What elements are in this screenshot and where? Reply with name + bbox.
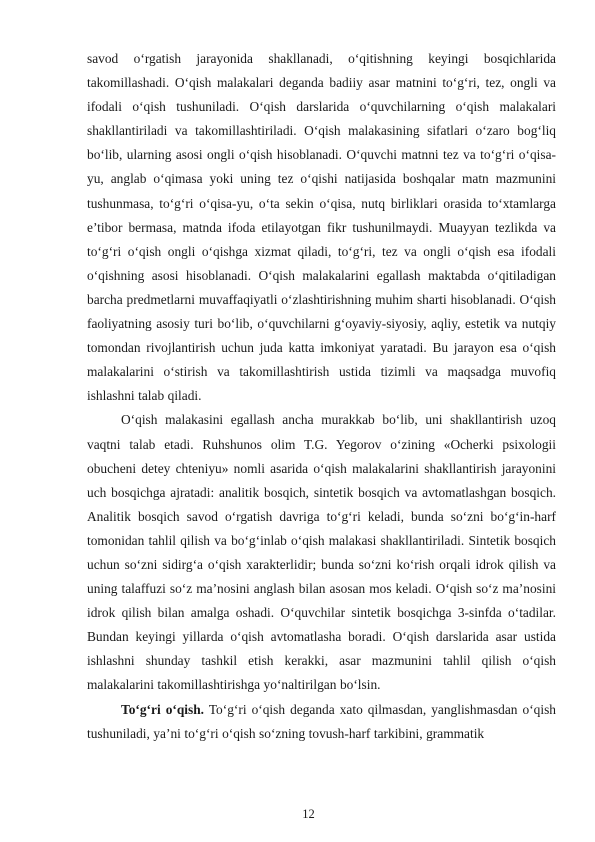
document-page <box>87 47 556 807</box>
paragraph-1 <box>87 47 556 408</box>
paragraph-2 <box>87 408 556 697</box>
section-heading-correct-reading: To‘g‘ri o‘qish. <box>121 701 205 717</box>
paragraph-3 <box>87 698 556 746</box>
paragraph-1-text: savod o‘rgatish jarayonida shakllanadi, o‘qitishning keyingi bosqichlarida takomillashadi. O‘qish malakalari deganda badiiy asar matnini to‘g‘ri, tez, ongli va ifodali o‘qish tushuniladi. O‘qish darslarida o‘quvchilarning o‘qish malakalari shakllantiriladi va takomillashtiriladi. O‘qish malakasining sifatlari o‘zaro bog‘liq bo‘lib, ularning asosi ongli o‘qish hisoblanadi. O‘quvchi matnni tez va to‘g‘ri o‘qisa-yu, anglab o‘qimasa yoki uning tez o‘qishi natijasida boshqalar matn mazmunini tushunmasa, to‘g‘ri o‘qisa-yu, o‘ta sekin o‘qisa, nutq birliklari orasida to‘xtamlarga e’tibor bermasa, matnda ifoda etilayotgan fikr tushunilmaydi. Muayyan tezlikda va to‘g‘ri o‘qish ongli o‘qishga xizmat qiladi, to‘g‘ri, tez va ongli o‘qish esa ifodali o‘qishning asosi hisoblanadi. O‘qish malakalarini egallash maktabda o‘qitiladigan barcha predmetlarni muvaffaqiyatli o‘zlashtirishning muhim sharti hisoblanadi. O‘qish faoliyatning asosiy turi bo‘lib, o‘quvchilarni g‘oyaviy-siyosiy, aqliy, estetik va nutqiy tomondan rivojlantirish uchun juda katta imkoniyat yaratadi. Bu jarayon esa o‘qish malakalarini o‘stirish va takomillashtirish ustida tizimli va maqsadga muvofiq ishlashni talab qiladi. <box>87 51 556 404</box>
paragraph-3-text: To‘g‘ri o‘qish deganda xato qilmasdan, yanglishmasdan o‘qish tushuniladi, ya’ni to‘g‘ri o‘qish so‘zning tovush-harf tarkibini, grammatik <box>87 701 556 741</box>
page-number: 12 <box>302 807 315 821</box>
paragraph-2-text: O‘qish malakasini egallash ancha murakkab bo‘lib, uni shakllantirish uzoq vaqtni talab etadi. Ruhshunos olim T.G. Yegorov o‘zining «Ocherki psixologii obucheni detey chteniyu» nomli asarida o‘qish malakalarini shakllantirish jarayonini uch bosqichga ajratadi: analitik bosqich, sintetik bosqich va avtomatlashgan bosqich. Analitik bosqich savod o‘rgatish davriga to‘g‘ri keladi, bunda so‘zni bo‘g‘in-harf tomonidan tahlil qilish va bo‘g‘inlab o‘qish malakasi shakllantiriladi. Sintetik bosqich uchun so‘zni sidirg‘a o‘qish xarakterlidir; bunda so‘zni ko‘rish orqali idrok qilish va uning talaffuzi so‘z ma’nosini anglash bilan asosan mos keladi. O‘qish so‘z ma’nosini idrok qilish bilan amalga oshadi. O‘quvchilar sintetik bosqichga 3-sinfda o‘tadilar. Bundan keyingi yillarda o‘qish avtomatlasha boradi. O‘qish darslarida asar ustida ishlashni shunday tashkil etish kerakki, asar mazmunini tahlil qilish o‘qish malakalarini takomillashtirishga yo‘naltirilgan bo‘lsin. <box>87 412 556 693</box>
